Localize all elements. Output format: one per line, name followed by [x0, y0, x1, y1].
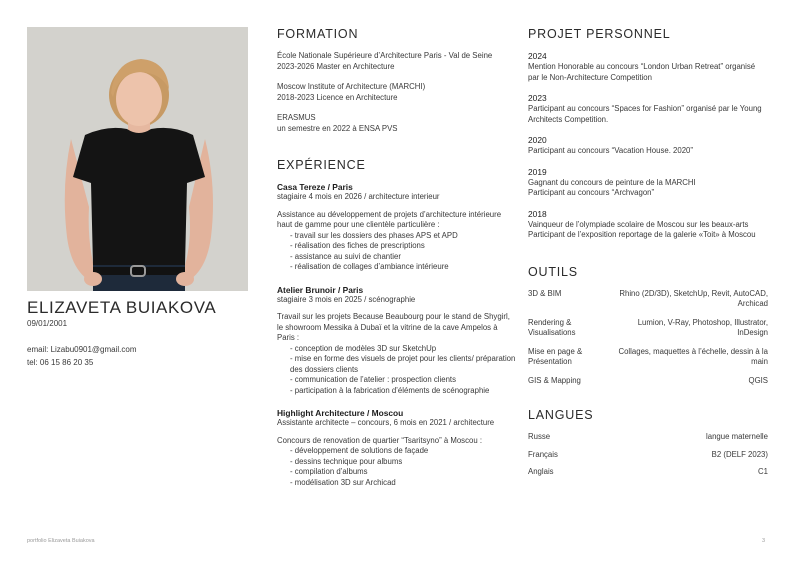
outils-label: GIS & Mapping: [528, 375, 581, 385]
bullet-item: - modélisation 3D sur Archicad: [290, 477, 396, 487]
projet-entry: [528, 93, 768, 125]
bullet-item: - conception de modèles 3D sur SketchUp: [290, 343, 437, 353]
bullet-item: - assistance au suivi de chantier: [290, 251, 401, 261]
bullet-item: - compilation d’albums: [290, 467, 368, 476]
formation-entry: [277, 113, 517, 134]
projet-entry: [528, 167, 768, 199]
formation-entry: [277, 51, 517, 72]
langue-label: Anglais: [528, 467, 554, 476]
formation-heading: FORMATION: [277, 27, 359, 41]
outils-value: QGIS: [748, 375, 768, 385]
projet-text: Mention Honorable au concours “London Urban Retreat” organisé par le Non-Architecture Competition: [528, 62, 756, 82]
experience-bullets: [277, 446, 517, 488]
projet-year: 2019: [528, 166, 547, 177]
email-text[interactable]: email: Lizabu0901@gmail.com: [27, 345, 137, 354]
langues-heading: LANGUES: [528, 408, 594, 422]
projet-text: Gagnant du concours de peinture de la MARCHI Participant au concours “Archvagon”: [528, 177, 696, 197]
bullet-item: - réalisation des fiches de prescriptions: [290, 241, 425, 250]
langue-value: langue maternelle: [706, 432, 768, 441]
langue-label: Français: [528, 449, 558, 459]
formation-degree: 2023-2026 Master en Architecture: [277, 61, 395, 71]
experience-role: stagiaire 3 mois en 2025 / scénographie: [277, 294, 416, 304]
projet-entry: [528, 51, 768, 83]
outils-value: Rhino (2D/3D), SketchUp, Revit, AutoCAD, Archicad: [619, 288, 768, 308]
outils-heading: OUTILS: [528, 264, 578, 279]
formation-school: École Nationale Supérieure d’Architecture Paris - Val de Seine: [277, 51, 493, 60]
bullet-item: - travail sur les dossiers des phases APS et APD: [290, 230, 458, 240]
experience-heading: EXPÉRIENCE: [277, 158, 366, 172]
experience-role: stagiaire 4 mois en 2026 / architecture interieur: [277, 192, 440, 201]
date-of-birth: 09/01/2001: [27, 319, 68, 328]
outils-row: [528, 318, 768, 339]
langue-label: Russe: [528, 432, 551, 441]
bullet-item: - communication de l’atelier : prospection clients: [290, 375, 456, 384]
experience-entry: [277, 408, 517, 488]
outils-label: Mise en page & Présentation: [528, 346, 583, 366]
outils-label: 3D & BIM: [528, 288, 562, 298]
bullet-item: - participation à la fabrication d’éléments de scénographie: [290, 385, 490, 395]
experience-bullets: [277, 231, 517, 273]
experience-description: Assistance au développement de projets d’architecture intérieure haut de gamme pour une clientèle particulière :: [277, 209, 502, 229]
projet-text: Vainqueur de l’olympiade scolaire de Moscou sur les beaux-arts Participant de l’exposition reportage de la galerie «Toit» à Moscou: [528, 219, 756, 239]
langue-row: [528, 432, 768, 443]
langue-row: [528, 467, 768, 478]
outils-row: [528, 347, 768, 368]
person-name: ELIZAVETA BUIAKOVA: [27, 298, 217, 317]
phone-text[interactable]: tel: 06 15 86 20 35: [27, 358, 94, 367]
bullet-item: - réalisation de collages d’ambiance intérieure: [290, 262, 449, 271]
experience-role: Assistante architecte – concours, 6 mois en 2021 / architecture: [277, 418, 495, 427]
experience-company: Casa Tereze / Paris: [277, 182, 353, 192]
outils-row: [528, 376, 768, 387]
experience-company: Highlight Architecture / Moscou: [277, 408, 404, 418]
right-column: [528, 27, 768, 478]
projet-year: 2023: [528, 93, 547, 103]
portrait-photo: [27, 27, 248, 291]
langue-value: B2 (DELF 2023): [711, 449, 768, 459]
projet-entry: [528, 209, 768, 241]
bullet-item: - développement de solutions de façade: [290, 446, 429, 455]
projet-entry: [528, 135, 768, 157]
projet-year: 2024: [528, 51, 547, 61]
experience-bullets: [277, 344, 517, 397]
formation-school: ERASMUS: [277, 113, 316, 122]
bullet-item: - mise en forme des visuels de projet pour les clients/ préparation des dossiers clients: [290, 354, 516, 374]
page-number: 3: [762, 538, 766, 544]
experience-description: Concours de renovation de quartier “Tsaritsyno” à Moscou :: [277, 435, 482, 445]
formation-school: Moscow Institute of Architecture (MARCHI): [277, 82, 426, 91]
experience-entry: [277, 285, 517, 397]
projet-text: Participant au concours “Spaces for Fashion” organisé par le Young Architects Competition.: [528, 104, 762, 124]
bullet-item: - dessins technique pour albums: [290, 456, 403, 466]
outils-value: Lumion, V-Ray, Photoshop, Illustrator, InDesign: [637, 317, 768, 337]
contact-block: [27, 343, 137, 369]
formation-degree: un semestre en 2022 à ENSA PVS: [277, 123, 398, 133]
langue-value: C1: [758, 467, 768, 476]
projet-year: 2018: [528, 208, 547, 219]
outils-value: Collages, maquettes à l’échelle, dessin à la main: [618, 346, 768, 366]
experience-entry: [277, 182, 517, 273]
projet-year: 2020: [528, 135, 547, 145]
outils-label: Rendering & Visualisations: [528, 317, 576, 337]
formation-entry: [277, 82, 517, 103]
experience-description: Travail sur les projets Because Beaubourg pour le stand de Shygirl, le showroom Messika à Dubaï et la vitrine de la cave Ampelos à Paris :: [277, 312, 510, 342]
footer-caption: portfolio Elizaveta Buiakova: [27, 538, 95, 544]
projet-heading: PROJET PERSONNEL: [528, 27, 671, 41]
outils-row: [528, 289, 768, 310]
formation-degree: 2018-2023 Licence en Architecture: [277, 92, 398, 102]
langue-row: [528, 450, 768, 461]
middle-column: [277, 27, 517, 500]
experience-company: Atelier Brunoir / Paris: [277, 284, 364, 295]
projet-text: Participant au concours “Vacation House. 2020”: [528, 146, 693, 155]
